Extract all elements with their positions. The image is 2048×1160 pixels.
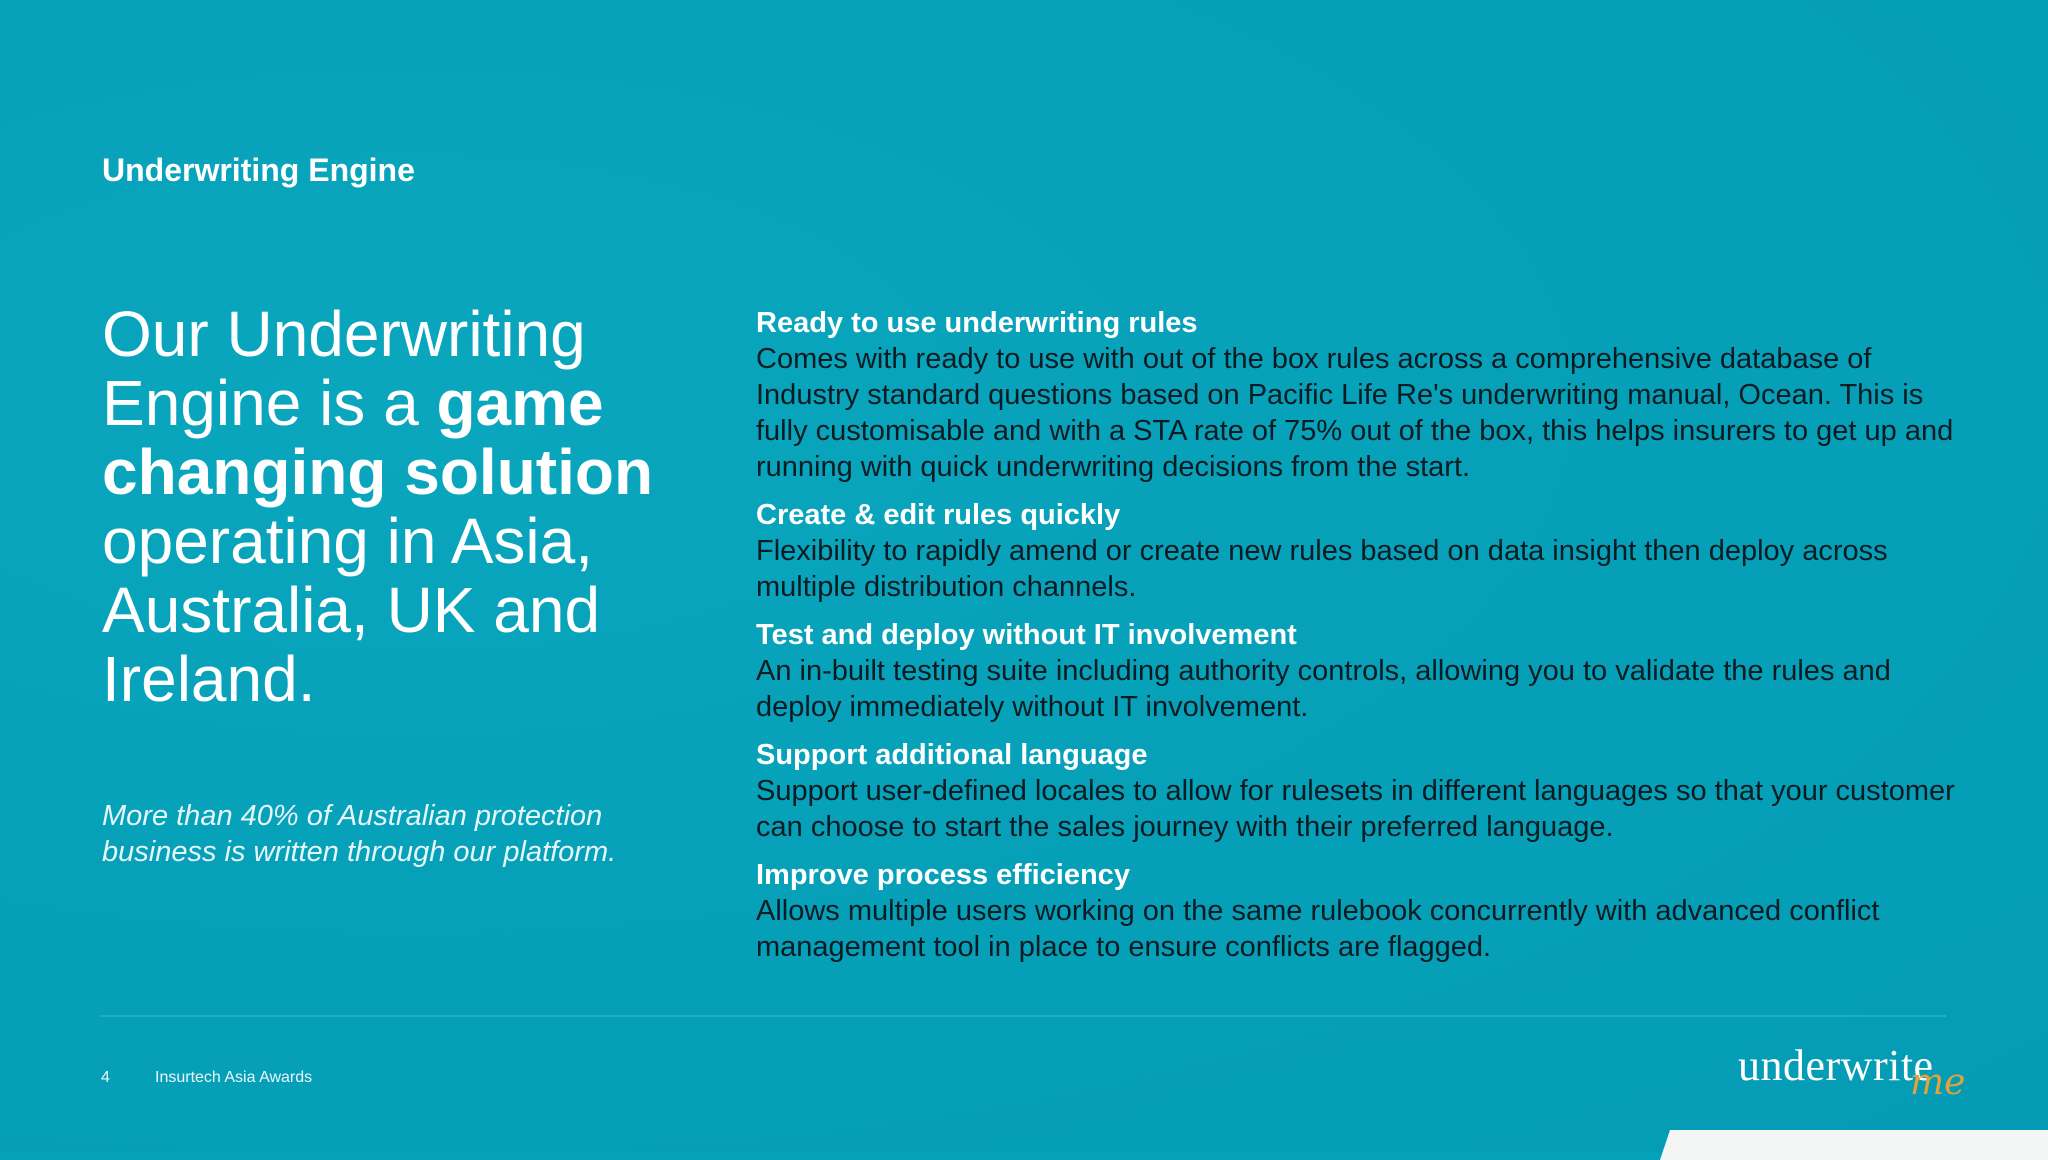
footer-divider — [100, 1015, 1946, 1017]
feature-item — [756, 737, 1956, 845]
feature-description: Comes with ready to use with out of the box rules across a comprehensive database of Industry standard questions based on Pacific Life Re's underwriting manual, Ocean. This is fully customisable and with a STA rate of 75% out of the box, this helps insurers to get up and running with quick underwriting decisions from the start. — [756, 343, 1954, 483]
feature-description: Allows multiple users working on the same rulebook concurrently with advanced conflict management tool in place to ensure conflicts are flagged. — [756, 895, 1880, 963]
page-number: 4 — [101, 1069, 110, 1086]
feature-title: Improve process efficiency — [756, 859, 1130, 891]
feature-list — [756, 305, 1956, 977]
underwriteme-logo — [1738, 1040, 1978, 1110]
feature-item — [756, 617, 1956, 725]
feature-title: Ready to use underwriting rules — [756, 307, 1198, 339]
section-title: Underwriting Engine — [102, 152, 415, 188]
statistic-callout: More than 40% of Australian protection business is written through our platform. — [102, 800, 617, 868]
feature-item — [756, 857, 1956, 965]
logo-suffix: me — [1910, 1062, 1966, 1103]
logo-wordmark: underwrite — [1738, 1041, 1934, 1090]
feature-item — [756, 497, 1956, 605]
headline-part-1: Our Underwriting Engine is a — [102, 298, 586, 439]
feature-description: Flexibility to rapidly amend or create new rules based on data insight then deploy across multiple distribution channels. — [756, 535, 1888, 603]
feature-description: Support user-defined locales to allow for rulesets in different languages so that your customer can choose to start the sales journey with their preferred language. — [756, 775, 1955, 843]
footer-label: Insurtech Asia Awards — [155, 1069, 313, 1086]
headline — [102, 300, 702, 714]
feature-title: Create & edit rules quickly — [756, 499, 1121, 531]
feature-title: Test and deploy without IT involvement — [756, 619, 1297, 651]
headline-emphasis: game changing solution — [102, 367, 654, 508]
headline-part-2: operating in Asia, Australia, UK and Ireland. — [102, 505, 601, 715]
corner-decoration — [1660, 1130, 2048, 1160]
feature-item — [756, 305, 1956, 485]
feature-title: Support additional language — [756, 739, 1148, 771]
feature-description: An in-built testing suite including authority controls, allowing you to validate the rules and deploy immediately without IT involvement. — [756, 655, 1891, 723]
